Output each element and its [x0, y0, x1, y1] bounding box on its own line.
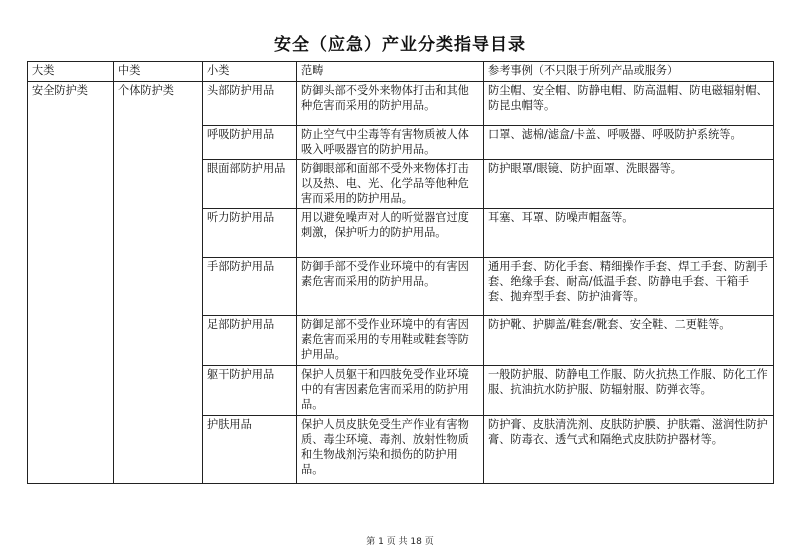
scope-cell: 保护人员皮肤免受生产作业有害物质、毒尘环境、毒剂、放射性物质和生物战剂污染和损伤的防护用品。 — [297, 416, 484, 484]
examples-cell: 耳塞、耳罩、防噪声帽盔等。 — [484, 209, 774, 258]
examples-cell: 防尘帽、安全帽、防静电帽、防高温帽、防电磁辐射帽、防昆虫帽等。 — [484, 82, 774, 126]
scope-cell: 防止空气中尘毒等有害物质被人体吸入呼吸器官的防护用品。 — [297, 126, 484, 160]
category-table — [27, 61, 774, 484]
examples-cell: 防护膏、皮肤清洗剂、皮肤防护膜、护肤霜、滋润性防护膏、防毒衣、透气式和隔绝式皮肤防护器材等。 — [484, 416, 774, 484]
examples-cell: 一般防护服、防静电工作服、防火抗热工作服、防化工作服、抗油抗水防护服、防辐射服、防弹衣等。 — [484, 366, 774, 416]
examples-cell: 通用手套、防化手套、精细操作手套、焊工手套、防割手套、绝缘手套、耐高/低温手套、防静电手套、干箱手套、抛弃型手套、防护油膏等。 — [484, 258, 774, 316]
minor-category-cell: 呼吸防护用品 — [203, 126, 297, 160]
scope-cell: 防御眼部和面部不受外来物体打击以及热、电、光、化学品等他种危害而采用的防护用品。 — [297, 160, 484, 209]
minor-category-cell: 头部防护用品 — [203, 82, 297, 126]
middle-category-cell: 个体防护类 — [114, 82, 203, 484]
minor-category-cell: 眼面部防护用品 — [203, 160, 297, 209]
scope-cell: 用以避免噪声对人的听觉器官过度刺激，保护听力的防护用品。 — [297, 209, 484, 258]
scope-cell: 防御手部不受作业环境中的有害因素危害而采用的防护用品。 — [297, 258, 484, 316]
table-row — [28, 82, 774, 126]
major-category-cell: 安全防护类 — [28, 82, 114, 484]
header-major-category: 大类 — [28, 62, 114, 82]
header-middle-category: 中类 — [114, 62, 203, 82]
minor-category-cell: 听力防护用品 — [203, 209, 297, 258]
table-header-row — [28, 62, 774, 82]
header-examples: 参考事例（不只限于所列产品或服务） — [484, 62, 774, 82]
scope-cell: 防御足部不受作业环境中的有害因素危害而采用的专用鞋或鞋套等防护用品。 — [297, 316, 484, 366]
scope-cell: 防御头部不受外来物体打击和其他种危害而采用的防护用品。 — [297, 82, 484, 126]
header-scope: 范畴 — [297, 62, 484, 82]
examples-cell: 防护靴、护脚盖/鞋套/靴套、安全鞋、二更鞋等。 — [484, 316, 774, 366]
examples-cell: 口罩、滤棉/滤盒/卡盖、呼吸器、呼吸防护系统等。 — [484, 126, 774, 160]
minor-category-cell: 足部防护用品 — [203, 316, 297, 366]
scope-cell: 保护人员躯干和四肢免受作业环境中的有害因素危害而采用的防护用品。 — [297, 366, 484, 416]
minor-category-cell: 护肤用品 — [203, 416, 297, 484]
page-title: 安全（应急）产业分类指导目录 — [274, 35, 526, 55]
page-number-footer: 第 1 页 共 18 页 — [366, 537, 434, 547]
minor-category-cell: 手部防护用品 — [203, 258, 297, 316]
examples-cell: 防护眼罩/眼镜、防护面罩、洗眼器等。 — [484, 160, 774, 209]
minor-category-cell: 躯干防护用品 — [203, 366, 297, 416]
header-minor-category: 小类 — [203, 62, 297, 82]
